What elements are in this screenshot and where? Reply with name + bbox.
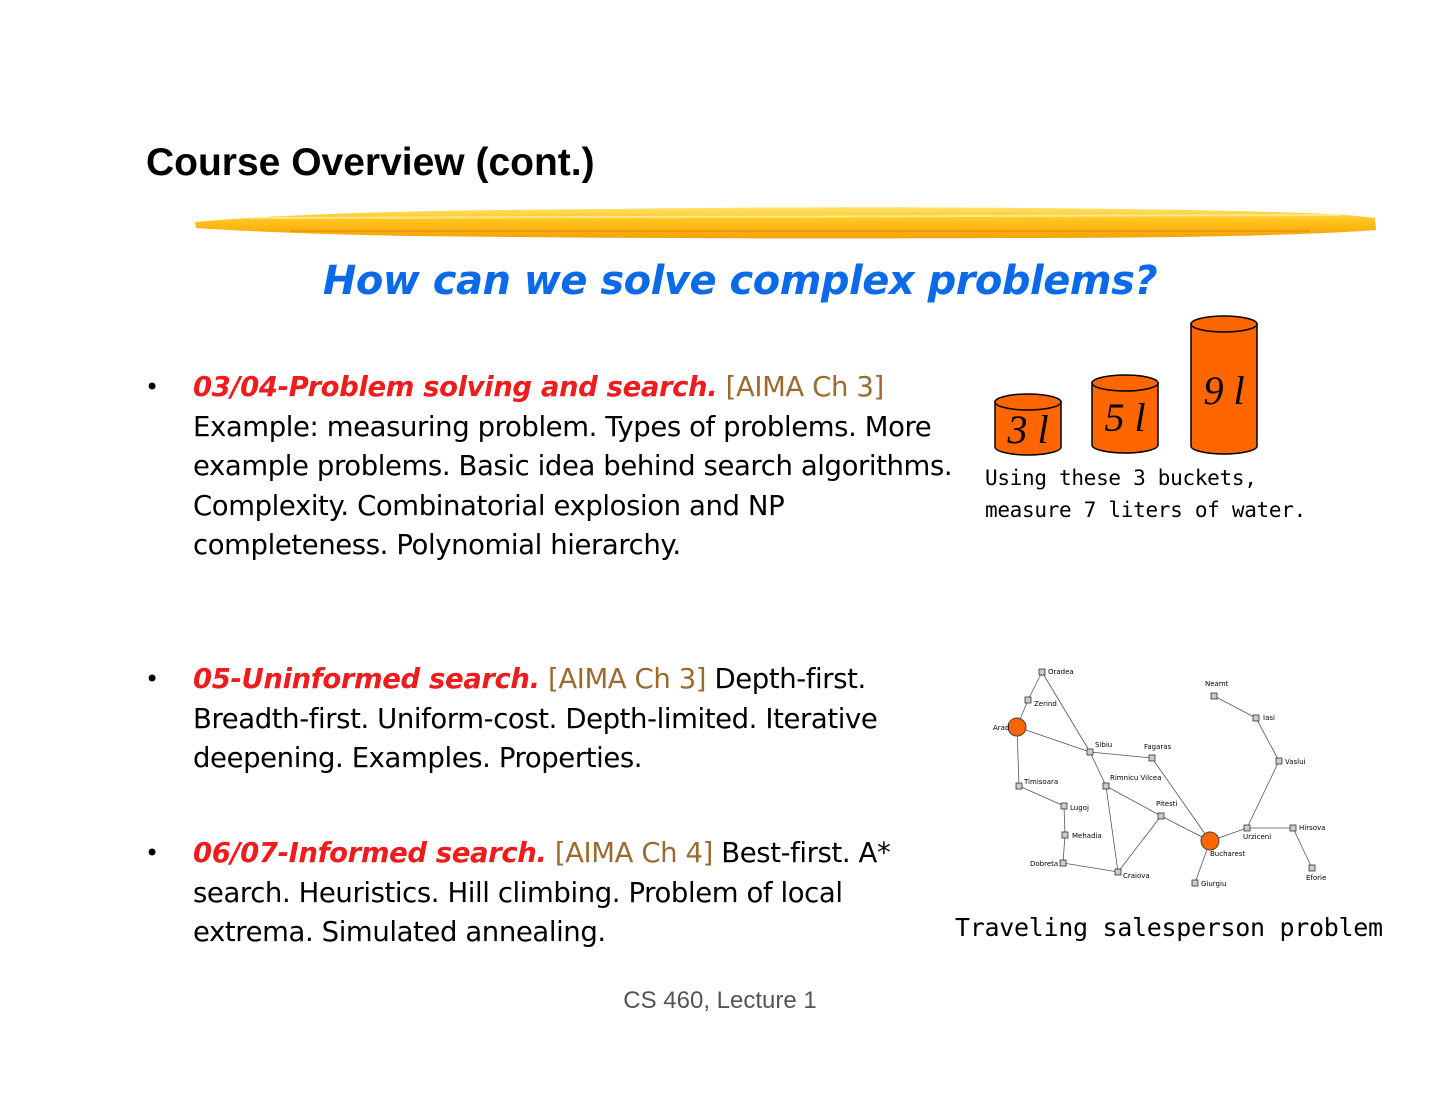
city-label: Dobreta <box>1030 860 1059 868</box>
highlighted-city-bucharest <box>1201 832 1219 850</box>
city-label: Hirsova <box>1299 824 1326 832</box>
bullet-dot: • <box>145 665 159 693</box>
bullet-text: Depth-first. Breadth-first. Uniform-cost. Depth-limited. Iterative deepening. Examples. Properties. <box>193 663 878 774</box>
bullet-text: Best-first. A* search. Heuristics. Hill climbing. Problem of local extrema. Simulated annealing. <box>193 837 891 948</box>
city-label: Iasi <box>1263 714 1275 722</box>
bullet-item <box>145 368 953 566</box>
city-node <box>1060 860 1066 866</box>
map-city-labels <box>993 668 1326 888</box>
buckets-illustration <box>985 310 1275 460</box>
city-node <box>1158 813 1164 819</box>
city-node <box>1062 832 1068 838</box>
city-node <box>1025 697 1031 703</box>
city-node <box>1115 869 1121 875</box>
city-label: Craiova <box>1123 872 1150 880</box>
bullet-topic: 05-Uninformed search. <box>193 663 540 695</box>
bucket-3l <box>995 394 1061 455</box>
city-label: Zerind <box>1034 700 1057 708</box>
slide-footer: CS 460, Lecture 1 <box>623 987 817 1014</box>
bullet-item <box>145 834 953 953</box>
city-label: Giurgiu <box>1201 880 1227 888</box>
bullet-reference: [AIMA Ch 4] <box>554 837 713 869</box>
bullet-topic: 06/07-Informed search. <box>193 837 547 869</box>
bucket-5l <box>1092 375 1158 453</box>
bucket-label: 5 l <box>1104 395 1146 440</box>
map-roads <box>1017 672 1312 883</box>
city-label: Bucharest <box>1210 850 1246 858</box>
city-label: Arad <box>993 724 1010 732</box>
city-label: Timisoara <box>1024 778 1059 786</box>
bucket-label: 9 l <box>1203 368 1245 413</box>
bucket-label: 3 l <box>1007 407 1049 452</box>
city-label: Vaslui <box>1285 758 1306 766</box>
city-label: Urziceni <box>1243 833 1272 841</box>
bullet-topic: 03/04-Problem solving and search. <box>193 371 718 403</box>
city-node <box>1103 783 1109 789</box>
city-node <box>1061 803 1067 809</box>
romania-map-graph <box>985 660 1345 900</box>
city-label: Oradea <box>1048 668 1074 676</box>
bullet-reference: [AIMA Ch 3] <box>725 371 884 403</box>
map-caption: Traveling salesperson problem <box>955 913 1383 942</box>
highlighted-city-arad <box>1008 718 1026 736</box>
city-label: Mehadia <box>1072 832 1102 840</box>
city-label: Sibiu <box>1095 741 1113 749</box>
city-node <box>1244 825 1250 831</box>
bullet-item <box>145 660 953 779</box>
buckets-caption: Using these 3 buckets, measure 7 liters of water. <box>985 466 1306 522</box>
city-label: Neamt <box>1205 680 1229 688</box>
bullet-dot: • <box>145 373 159 401</box>
city-node <box>1253 715 1259 721</box>
slide-title: Course Overview (cont.) <box>146 141 595 184</box>
highlight-brush-stroke <box>190 198 1380 246</box>
city-label: Fagaras <box>1144 743 1172 751</box>
city-node <box>1087 749 1093 755</box>
city-node <box>1016 783 1022 789</box>
bullet-dot: • <box>145 839 159 867</box>
city-node <box>1039 669 1045 675</box>
city-node <box>1211 693 1217 699</box>
bullet-reference: [AIMA Ch 3] <box>548 663 707 695</box>
city-label: Pitesti <box>1156 800 1178 808</box>
city-label: Rimnicu Vilcea <box>1110 774 1162 782</box>
city-label: Eforie <box>1306 874 1327 882</box>
city-node <box>1276 758 1282 764</box>
bucket-9l <box>1191 316 1257 454</box>
city-label: Lugoj <box>1070 804 1089 812</box>
city-node <box>1290 825 1296 831</box>
bullet-text: Example: measuring problem. Types of problems. More example problems. Basic idea behind search algorithms. Complexity. Combinatorial explosion and NP completeness. Polynomial hierarchy. <box>193 410 953 561</box>
slide-subtitle: How can we solve complex problems? <box>322 258 1158 304</box>
city-node <box>1149 755 1155 761</box>
city-node <box>1192 880 1198 886</box>
city-node <box>1309 865 1315 871</box>
